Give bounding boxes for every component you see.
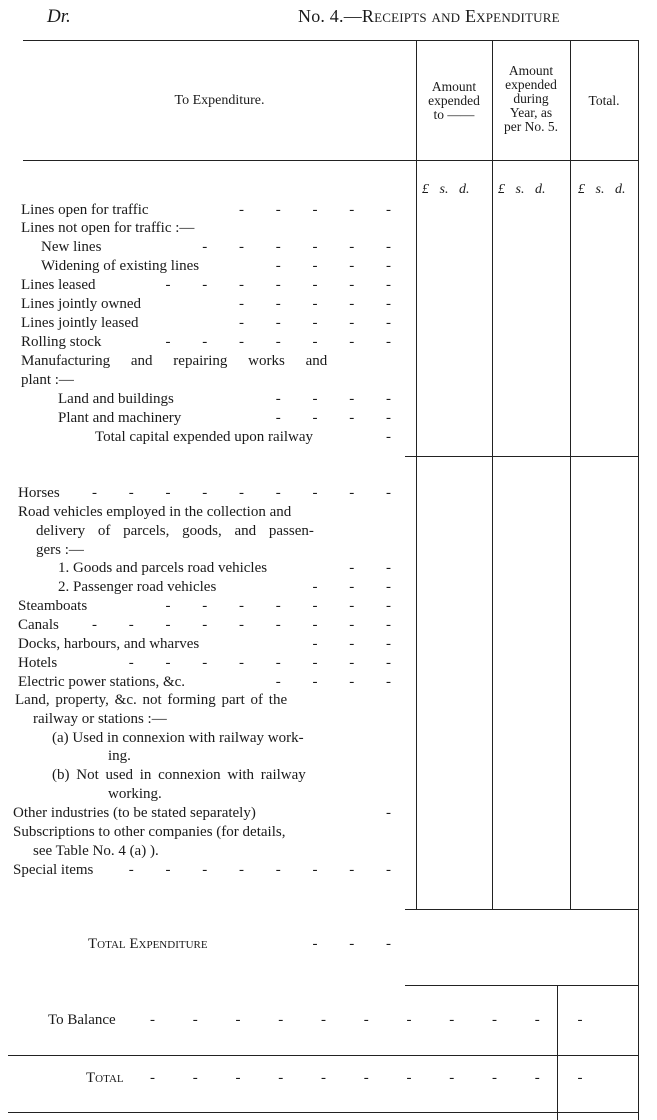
list-item: Lines leased - - - - - - - <box>21 277 405 293</box>
col3-units: £ s. d. <box>578 182 626 197</box>
list-item: Rolling stock - - - - - - - <box>21 334 405 350</box>
total-col-left-border <box>557 985 558 1120</box>
col2-units: £ s. d. <box>498 182 546 197</box>
list-item: Plant and machinery - - - - <box>58 410 405 426</box>
col1-left-border <box>416 40 417 910</box>
list-item: (b) Not used in connexion with railway <box>52 767 405 785</box>
col1-units: £ s. d. <box>422 182 470 197</box>
list-item: Canals - - - - - - - - - <box>18 617 405 633</box>
bottom-rule <box>8 1112 639 1113</box>
list-item: Manufacturing and repairing works and <box>21 353 405 371</box>
list-item: Lines jointly leased - - - - - <box>21 315 405 331</box>
list-item: working. <box>108 786 405 804</box>
total-expenditure-row: Total Expenditure - - - <box>88 936 405 952</box>
col3-header: Total. <box>588 93 620 108</box>
list-item: Widening of existing lines - - - - <box>41 258 405 274</box>
list-item: Subscriptions to other companies (for details, <box>13 824 405 842</box>
balance-leader: - - - - - - - - - - - <box>150 1012 600 1028</box>
list-item: Other industries (to be stated separately) - <box>13 805 405 821</box>
col2-left-border <box>492 40 493 910</box>
list-item: 1. Goods and parcels road vehicles - - <box>58 560 405 576</box>
balance-rule-short <box>405 985 639 986</box>
list-item: Horses - - - - - - - - - <box>18 485 405 501</box>
list-item: railway or stations :— <box>33 711 405 729</box>
list-item: Land and buildings - - - - <box>58 391 405 407</box>
list-item: Road vehicles employed in the collection and <box>18 504 405 522</box>
list-item: Docks, harbours, and wharves - - - <box>18 636 405 652</box>
col3-left-border <box>570 40 571 910</box>
balance-rule-full <box>8 1055 639 1056</box>
list-item: see Table No. 4 (a) ). <box>33 843 405 861</box>
total-leader: - - - - - - - - - - - <box>150 1070 600 1086</box>
right-border <box>638 40 639 1120</box>
title-prefix: No. 4.— <box>298 6 362 26</box>
list-item: ing. <box>108 748 405 766</box>
col1-header: Amount expended to —— <box>428 79 480 122</box>
list-item: Total capital expended upon railway - <box>95 429 405 445</box>
description-header: To Expenditure. <box>174 93 265 108</box>
list-item: Lines not open for traffic :— <box>21 220 405 238</box>
list-item: New lines - - - - - - <box>41 239 405 255</box>
expenditure-total-rule <box>405 909 639 910</box>
list-item: Land, property, &c. not forming part of the <box>15 692 405 710</box>
list-item: delivery of parcels, goods, and passen- <box>36 523 405 541</box>
col2-header: Amount expended during Year, as per No. 5. <box>504 63 558 134</box>
title-main: Receipts and Expenditure <box>361 6 560 26</box>
list-item: Electric power stations, &c. - - - - <box>18 674 405 690</box>
header-rule <box>23 160 639 161</box>
page-title <box>298 6 560 27</box>
list-item: Special items - - - - - - - - <box>13 862 405 878</box>
total-row: Total <box>86 1070 124 1086</box>
list-item: Hotels - - - - - - - - <box>18 655 405 671</box>
list-item: plant :— <box>21 372 405 390</box>
top-rule <box>23 40 639 41</box>
list-item: Lines open for traffic - - - - - <box>21 202 405 218</box>
list-item: Steamboats - - - - - - - <box>18 598 405 614</box>
list-item: 2. Passenger road vehicles - - - <box>58 579 405 595</box>
balance-row: To Balance <box>48 1012 116 1028</box>
list-item: gers :— <box>36 542 405 560</box>
list-item: Lines jointly owned - - - - - <box>21 296 405 312</box>
dr-label: Dr. <box>47 6 71 27</box>
capital-subtotal-rule <box>405 456 639 457</box>
list-item: (a) Used in connexion with railway work- <box>52 730 405 748</box>
